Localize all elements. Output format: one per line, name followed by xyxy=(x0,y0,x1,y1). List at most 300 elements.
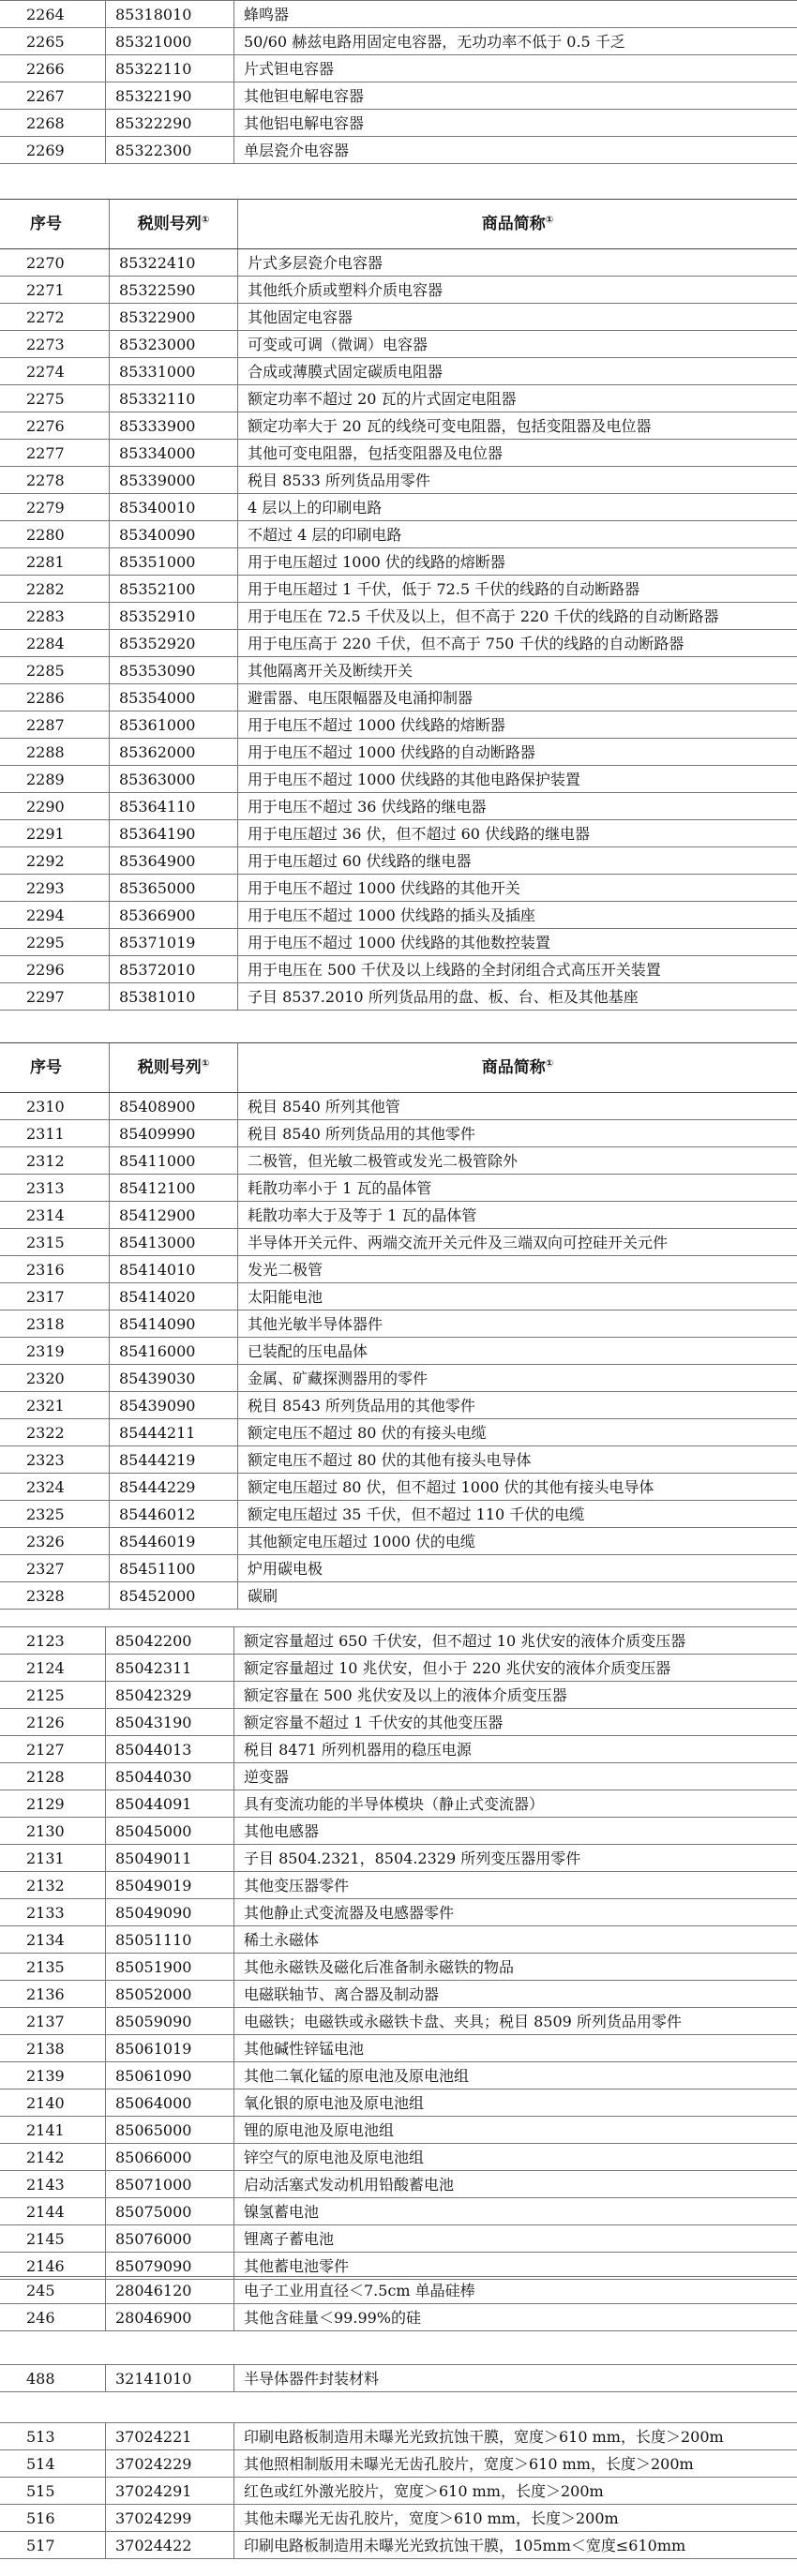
table-row xyxy=(0,494,797,521)
footnote-mark: ① xyxy=(201,215,210,226)
row-name: 用于电压超过 1 千伏，低于 72.5 千伏的线路的自动断路器 xyxy=(238,576,797,603)
row-code: 85322410 xyxy=(110,249,238,277)
table-row xyxy=(0,2225,797,2253)
table-row xyxy=(0,929,797,956)
row-name: 避雷器、电压限幅器及电涌抑制器 xyxy=(238,684,797,711)
row-name: 4 层以上的印刷电路 xyxy=(238,494,797,521)
row-name: 其他静止式变流器及电感器零件 xyxy=(234,1899,797,1926)
row-no: 2312 xyxy=(0,1147,110,1175)
section-s4 xyxy=(0,1626,797,2280)
row-code: 85044013 xyxy=(106,1736,234,1763)
section-s2 xyxy=(0,199,797,1011)
row-code: 85043190 xyxy=(106,1709,234,1736)
section-s5 xyxy=(0,2276,797,2331)
row-code: 85363000 xyxy=(110,766,238,793)
table-row xyxy=(0,1736,797,1763)
row-name: 电磁联轴节、离合器及制动器 xyxy=(234,1981,797,2008)
row-code: 37024291 xyxy=(106,2478,234,2505)
table-row xyxy=(0,2277,797,2304)
header-name: 商品简称① xyxy=(238,200,797,249)
row-name: 额定电压超过 80 伏，但不超过 1000 伏的其他有接头电导体 xyxy=(238,1474,797,1501)
table-row xyxy=(0,1981,797,2008)
row-name: 用于电压超过 60 伏线路的继电器 xyxy=(238,847,797,875)
table-row xyxy=(0,1093,797,1120)
row-no: 2138 xyxy=(0,2035,106,2062)
row-code: 85444219 xyxy=(110,1446,238,1474)
row-no: 2317 xyxy=(0,1283,110,1310)
row-code: 85413000 xyxy=(110,1229,238,1256)
header-no: 序号 xyxy=(0,1043,110,1093)
row-no: 2279 xyxy=(0,494,110,521)
table-row xyxy=(0,137,797,164)
row-no: 2320 xyxy=(0,1365,110,1392)
table-row xyxy=(0,1655,797,1682)
row-name: 子目 8504.2321，8504.2329 所列变压器用零件 xyxy=(234,1845,797,1872)
table-row xyxy=(0,28,797,55)
row-code: 85372010 xyxy=(110,956,238,983)
table-row xyxy=(0,110,797,137)
row-code: 85334000 xyxy=(110,440,238,467)
table-row xyxy=(0,1682,797,1709)
row-code: 85042311 xyxy=(106,1655,234,1682)
table-header-row xyxy=(0,1043,797,1093)
row-name: 太阳能电池 xyxy=(238,1283,797,1310)
row-code: 85066000 xyxy=(106,2144,234,2171)
table-row xyxy=(0,55,797,82)
row-name: 二极管，但光敏二极管或发光二极管除外 xyxy=(238,1147,797,1175)
row-code: 85049090 xyxy=(106,1899,234,1926)
row-no: 2325 xyxy=(0,1501,110,1528)
row-name: 不超过 4 层的印刷电路 xyxy=(238,521,797,548)
row-name: 额定电压不超过 80 伏的有接头电缆 xyxy=(238,1419,797,1446)
row-no: 2313 xyxy=(0,1175,110,1202)
row-name: 印刷电路板制造用未曝光光致抗蚀干膜，宽度＞610 mm，长度＞200m xyxy=(234,2423,797,2450)
row-code: 85354000 xyxy=(110,684,238,711)
row-code: 85331000 xyxy=(110,358,238,385)
row-code: 85446012 xyxy=(110,1501,238,1528)
row-code: 85059090 xyxy=(106,2008,234,2035)
row-code: 85061019 xyxy=(106,2035,234,2062)
table-row xyxy=(0,684,797,711)
row-name: 发光二极管 xyxy=(238,1256,797,1283)
table-row xyxy=(0,1338,797,1365)
row-name: 耗散功率大于及等于 1 瓦的晶体管 xyxy=(238,1202,797,1229)
row-no: 2127 xyxy=(0,1736,106,1763)
row-no: 2134 xyxy=(0,1926,106,1954)
row-no: 2288 xyxy=(0,739,110,766)
section-s1 xyxy=(0,0,797,164)
row-code: 85364110 xyxy=(110,793,238,820)
row-code: 85446019 xyxy=(110,1528,238,1555)
row-name: 税目 8540 所列其他管 xyxy=(238,1093,797,1120)
row-code: 85361000 xyxy=(110,711,238,739)
row-no: 2124 xyxy=(0,1655,106,1682)
row-name: 耗散功率小于 1 瓦的晶体管 xyxy=(238,1175,797,1202)
row-code: 85322110 xyxy=(106,55,234,82)
row-name: 氧化银的原电池及原电池组 xyxy=(234,2089,797,2117)
row-name: 其他照相制版用未曝光无齿孔胶片，宽度＞610 mm，长度＞200m xyxy=(234,2450,797,2478)
tariff-table xyxy=(0,1626,797,2280)
row-no: 514 xyxy=(0,2450,106,2478)
row-code: 85362000 xyxy=(110,739,238,766)
row-code: 85366900 xyxy=(110,902,238,929)
table-row xyxy=(0,1845,797,1872)
row-no: 2131 xyxy=(0,1845,106,1872)
row-code: 37024299 xyxy=(106,2505,234,2532)
row-code: 85414020 xyxy=(110,1283,238,1310)
row-code: 85049011 xyxy=(106,1845,234,1872)
row-no: 2290 xyxy=(0,793,110,820)
row-code: 85412900 xyxy=(110,1202,238,1229)
row-code: 85064000 xyxy=(106,2089,234,2117)
table-row xyxy=(0,1310,797,1338)
tariff-table xyxy=(0,2276,797,2331)
row-name: 其他可变电阻器，包括变阻器及电位器 xyxy=(238,440,797,467)
footnote-mark: ① xyxy=(545,215,554,226)
table-row xyxy=(0,711,797,739)
row-code: 85323000 xyxy=(110,331,238,358)
table-row xyxy=(0,1446,797,1474)
row-name: 具有变流功能的半导体模块（静止式变流器） xyxy=(234,1790,797,1818)
row-code: 85333900 xyxy=(110,412,238,440)
header-code: 税则号列① xyxy=(110,200,238,249)
row-name: 片式多层瓷介电容器 xyxy=(238,249,797,277)
row-name: 其他含硅量＜99.99%的硅 xyxy=(234,2304,797,2331)
row-name: 片式钽电容器 xyxy=(234,55,797,82)
row-name: 用于电压高于 220 千伏，但不高于 750 千伏的线路的自动断路器 xyxy=(238,630,797,657)
row-no: 2270 xyxy=(0,249,110,277)
row-no: 2324 xyxy=(0,1474,110,1501)
row-no: 515 xyxy=(0,2478,106,2505)
row-name: 税目 8471 所列机器用的稳压电源 xyxy=(234,1736,797,1763)
row-no: 517 xyxy=(0,2532,106,2559)
table-row xyxy=(0,902,797,929)
table-row xyxy=(0,1256,797,1283)
table-row xyxy=(0,576,797,603)
row-name: 锂的原电池及原电池组 xyxy=(234,2117,797,2144)
header-name: 商品简称① xyxy=(238,1043,797,1093)
table-row xyxy=(0,521,797,548)
row-no: 2284 xyxy=(0,630,110,657)
table-row xyxy=(0,331,797,358)
row-code: 85045000 xyxy=(106,1818,234,1845)
row-code: 85322300 xyxy=(106,137,234,164)
row-name: 用于电压不超过 1000 伏线路的插头及插座 xyxy=(238,902,797,929)
row-name: 锌空气的原电池及原电池组 xyxy=(234,2144,797,2171)
row-name: 用于电压不超过 1000 伏线路的其他开关 xyxy=(238,875,797,902)
row-no: 2272 xyxy=(0,304,110,331)
row-name: 税目 8543 所列货品用的其他零件 xyxy=(238,1392,797,1419)
row-no: 2285 xyxy=(0,657,110,684)
table-row xyxy=(0,983,797,1011)
row-code: 85322900 xyxy=(110,304,238,331)
row-no: 2266 xyxy=(0,55,106,82)
row-name: 碳刷 xyxy=(238,1582,797,1610)
row-no: 2316 xyxy=(0,1256,110,1283)
table-row xyxy=(0,1582,797,1610)
row-code: 28046120 xyxy=(106,2277,234,2304)
row-no: 2132 xyxy=(0,1872,106,1899)
row-name: 额定容量超过 650 千伏安，但不超过 10 兆伏安的液体介质变压器 xyxy=(234,1627,797,1655)
row-name: 用于电压不超过 1000 伏线路的其他电路保护装置 xyxy=(238,766,797,793)
row-no: 2126 xyxy=(0,1709,106,1736)
row-name: 额定功率不超过 20 瓦的片式固定电阻器 xyxy=(238,385,797,412)
row-code: 85412100 xyxy=(110,1175,238,1202)
row-name: 其他光敏半导体器件 xyxy=(238,1310,797,1338)
row-no: 2265 xyxy=(0,28,106,55)
row-code: 85439030 xyxy=(110,1365,238,1392)
row-no: 2281 xyxy=(0,548,110,576)
table-row xyxy=(0,603,797,630)
table-row xyxy=(0,1818,797,1845)
row-no: 2129 xyxy=(0,1790,106,1818)
row-code: 85322590 xyxy=(110,277,238,304)
row-code: 85340090 xyxy=(110,521,238,548)
table-row xyxy=(0,1419,797,1446)
row-code: 85318010 xyxy=(106,1,234,28)
row-code: 85352100 xyxy=(110,576,238,603)
table-row xyxy=(0,440,797,467)
row-name: 其他永磁铁及磁化后准备制永磁铁的物品 xyxy=(234,1954,797,1981)
row-no: 2286 xyxy=(0,684,110,711)
row-no: 2296 xyxy=(0,956,110,983)
row-code: 85042329 xyxy=(106,1682,234,1709)
row-no: 2282 xyxy=(0,576,110,603)
row-no: 2274 xyxy=(0,358,110,385)
row-name: 子目 8537.2010 所列货品用的盘、板、台、柜及其他基座 xyxy=(238,983,797,1011)
row-name: 用于电压不超过 36 伏线路的继电器 xyxy=(238,793,797,820)
row-name: 其他蓄电池零件 xyxy=(234,2253,797,2280)
section-s7 xyxy=(0,2422,797,2559)
table-row xyxy=(0,1283,797,1310)
row-name: 用于电压在 72.5 千伏及以上，但不高于 220 千伏的线路的自动断路器 xyxy=(238,603,797,630)
row-code: 85322290 xyxy=(106,110,234,137)
row-code: 85352920 xyxy=(110,630,238,657)
row-name: 额定电压不超过 80 伏的其他有接头电导体 xyxy=(238,1446,797,1474)
row-code: 85071000 xyxy=(106,2171,234,2198)
row-code: 85365000 xyxy=(110,875,238,902)
row-no: 2135 xyxy=(0,1954,106,1981)
table-row xyxy=(0,2008,797,2035)
row-code: 32141010 xyxy=(106,2365,234,2392)
row-name: 其他铝电解电容器 xyxy=(234,110,797,137)
row-code: 85444211 xyxy=(110,1419,238,1446)
row-name: 半导体器件封装材料 xyxy=(234,2365,797,2392)
row-no: 2146 xyxy=(0,2253,106,2280)
table-row xyxy=(0,739,797,766)
row-no: 2297 xyxy=(0,983,110,1011)
row-name: 其他未曝光无齿孔胶片，宽度＞610 mm，长度＞200m xyxy=(234,2505,797,2532)
row-no: 2293 xyxy=(0,875,110,902)
table-row xyxy=(0,2144,797,2171)
row-code: 85322190 xyxy=(106,82,234,110)
row-name: 半导体开关元件、两端交流开关元件及三端双向可控硅开关元件 xyxy=(238,1229,797,1256)
tariff-table xyxy=(0,1042,797,1610)
table-row xyxy=(0,1474,797,1501)
section-s3 xyxy=(0,1042,797,1610)
row-no: 2319 xyxy=(0,1338,110,1365)
row-code: 85416000 xyxy=(110,1338,238,1365)
row-no: 2291 xyxy=(0,820,110,847)
table-row xyxy=(0,385,797,412)
row-code: 85044030 xyxy=(106,1763,234,1790)
row-code: 85051110 xyxy=(106,1926,234,1954)
table-row xyxy=(0,2478,797,2505)
row-code: 85439090 xyxy=(110,1392,238,1419)
row-no: 2136 xyxy=(0,1981,106,2008)
table-row xyxy=(0,1709,797,1736)
row-code: 28046900 xyxy=(106,2304,234,2331)
row-no: 516 xyxy=(0,2505,106,2532)
row-no: 2269 xyxy=(0,137,106,164)
row-no: 2277 xyxy=(0,440,110,467)
table-row xyxy=(0,467,797,494)
table-row xyxy=(0,1763,797,1790)
table-row xyxy=(0,2365,797,2392)
row-no: 2311 xyxy=(0,1120,110,1147)
row-name: 可变或可调（微调）电容器 xyxy=(238,331,797,358)
row-code: 85042200 xyxy=(106,1627,234,1655)
row-no: 2292 xyxy=(0,847,110,875)
table-row xyxy=(0,2035,797,2062)
row-no: 2327 xyxy=(0,1555,110,1582)
table-row xyxy=(0,2304,797,2331)
tariff-table xyxy=(0,0,797,164)
row-no: 2295 xyxy=(0,929,110,956)
table-row xyxy=(0,1365,797,1392)
row-no: 2139 xyxy=(0,2062,106,2089)
row-name: 其他电感器 xyxy=(234,1818,797,1845)
row-name: 额定电压超过 35 千伏，但不超过 110 千伏的电缆 xyxy=(238,1501,797,1528)
row-name: 其他变压器零件 xyxy=(234,1872,797,1899)
row-code: 85414010 xyxy=(110,1256,238,1283)
row-no: 2140 xyxy=(0,2089,106,2117)
row-name: 其他钽电解电容器 xyxy=(234,82,797,110)
table-row xyxy=(0,1790,797,1818)
table-row xyxy=(0,766,797,793)
table-row xyxy=(0,304,797,331)
row-no: 2318 xyxy=(0,1310,110,1338)
row-name: 用于电压不超过 1000 伏线路的熔断器 xyxy=(238,711,797,739)
table-row xyxy=(0,1872,797,1899)
table-row xyxy=(0,847,797,875)
row-name: 其他纸介质或塑料介质电容器 xyxy=(238,277,797,304)
tariff-table xyxy=(0,199,797,1011)
row-name: 已装配的压电晶体 xyxy=(238,1338,797,1365)
row-name: 印刷电路板制造用未曝光光致抗蚀干膜，105mm＜宽度≤610mm xyxy=(234,2532,797,2559)
row-code: 85052000 xyxy=(106,1981,234,2008)
table-row xyxy=(0,630,797,657)
table-row xyxy=(0,820,797,847)
row-code: 85065000 xyxy=(106,2117,234,2144)
table-row xyxy=(0,1555,797,1582)
row-no: 2271 xyxy=(0,277,110,304)
row-code: 85076000 xyxy=(106,2225,234,2253)
row-code: 85353090 xyxy=(110,657,238,684)
row-no: 2130 xyxy=(0,1818,106,1845)
table-row xyxy=(0,1,797,28)
row-no: 513 xyxy=(0,2423,106,2450)
table-row xyxy=(0,657,797,684)
row-no: 2125 xyxy=(0,1682,106,1709)
row-code: 85352910 xyxy=(110,603,238,630)
row-no: 2287 xyxy=(0,711,110,739)
table-row xyxy=(0,249,797,277)
section-s6 xyxy=(0,2364,797,2392)
row-name: 其他额定电压超过 1000 伏的电缆 xyxy=(238,1528,797,1555)
table-row xyxy=(0,2450,797,2478)
table-row xyxy=(0,2423,797,2450)
row-code: 85061090 xyxy=(106,2062,234,2089)
row-code: 37024422 xyxy=(106,2532,234,2559)
table-row xyxy=(0,2062,797,2089)
table-row xyxy=(0,1954,797,1981)
row-no: 2310 xyxy=(0,1093,110,1120)
row-no: 2289 xyxy=(0,766,110,793)
row-no: 2294 xyxy=(0,902,110,929)
row-no: 2322 xyxy=(0,1419,110,1446)
row-code: 37024221 xyxy=(106,2423,234,2450)
row-code: 85408900 xyxy=(110,1093,238,1120)
tariff-table xyxy=(0,2364,797,2392)
footnote-mark: ① xyxy=(201,1058,210,1070)
table-row xyxy=(0,1528,797,1555)
row-code: 85381010 xyxy=(110,983,238,1011)
table-row xyxy=(0,1147,797,1175)
row-name: 逆变器 xyxy=(234,1763,797,1790)
tariff-table xyxy=(0,2422,797,2559)
row-no: 246 xyxy=(0,2304,106,2331)
table-row xyxy=(0,793,797,820)
row-name: 用于电压超过 36 伏，但不超过 60 伏线路的继电器 xyxy=(238,820,797,847)
row-name: 炉用碳电极 xyxy=(238,1555,797,1582)
row-no: 2137 xyxy=(0,2008,106,2035)
row-no: 2141 xyxy=(0,2117,106,2144)
row-no: 245 xyxy=(0,2277,106,2304)
row-name: 稀土永磁体 xyxy=(234,1926,797,1954)
table-row xyxy=(0,277,797,304)
row-code: 85079090 xyxy=(106,2253,234,2280)
row-no: 2133 xyxy=(0,1899,106,1926)
row-no: 2276 xyxy=(0,412,110,440)
row-no: 2326 xyxy=(0,1528,110,1555)
row-code: 85414090 xyxy=(110,1310,238,1338)
table-row xyxy=(0,412,797,440)
row-name: 单层瓷介电容器 xyxy=(234,137,797,164)
row-name: 锂离子蓄电池 xyxy=(234,2225,797,2253)
row-code: 85340010 xyxy=(110,494,238,521)
row-name: 税目 8533 所列货品用零件 xyxy=(238,467,797,494)
row-name: 税目 8540 所列货品用的其他零件 xyxy=(238,1120,797,1147)
row-code: 85044091 xyxy=(106,1790,234,1818)
table-row xyxy=(0,1392,797,1419)
row-name: 额定容量不超过 1 千伏安的其他变压器 xyxy=(234,1709,797,1736)
row-name: 用于电压不超过 1000 伏线路的其他数控装置 xyxy=(238,929,797,956)
row-code: 85364900 xyxy=(110,847,238,875)
row-code: 85351000 xyxy=(110,548,238,576)
table-row xyxy=(0,2198,797,2225)
row-code: 85339000 xyxy=(110,467,238,494)
row-code: 85409990 xyxy=(110,1120,238,1147)
row-no: 2268 xyxy=(0,110,106,137)
row-name: 其他隔离开关及断续开关 xyxy=(238,657,797,684)
table-row xyxy=(0,1120,797,1147)
row-name: 其他二氧化锰的原电池及原电池组 xyxy=(234,2062,797,2089)
row-name: 额定容量在 500 兆伏安及以上的液体介质变压器 xyxy=(234,1682,797,1709)
table-row xyxy=(0,1229,797,1256)
table-row xyxy=(0,2505,797,2532)
table-row xyxy=(0,1501,797,1528)
